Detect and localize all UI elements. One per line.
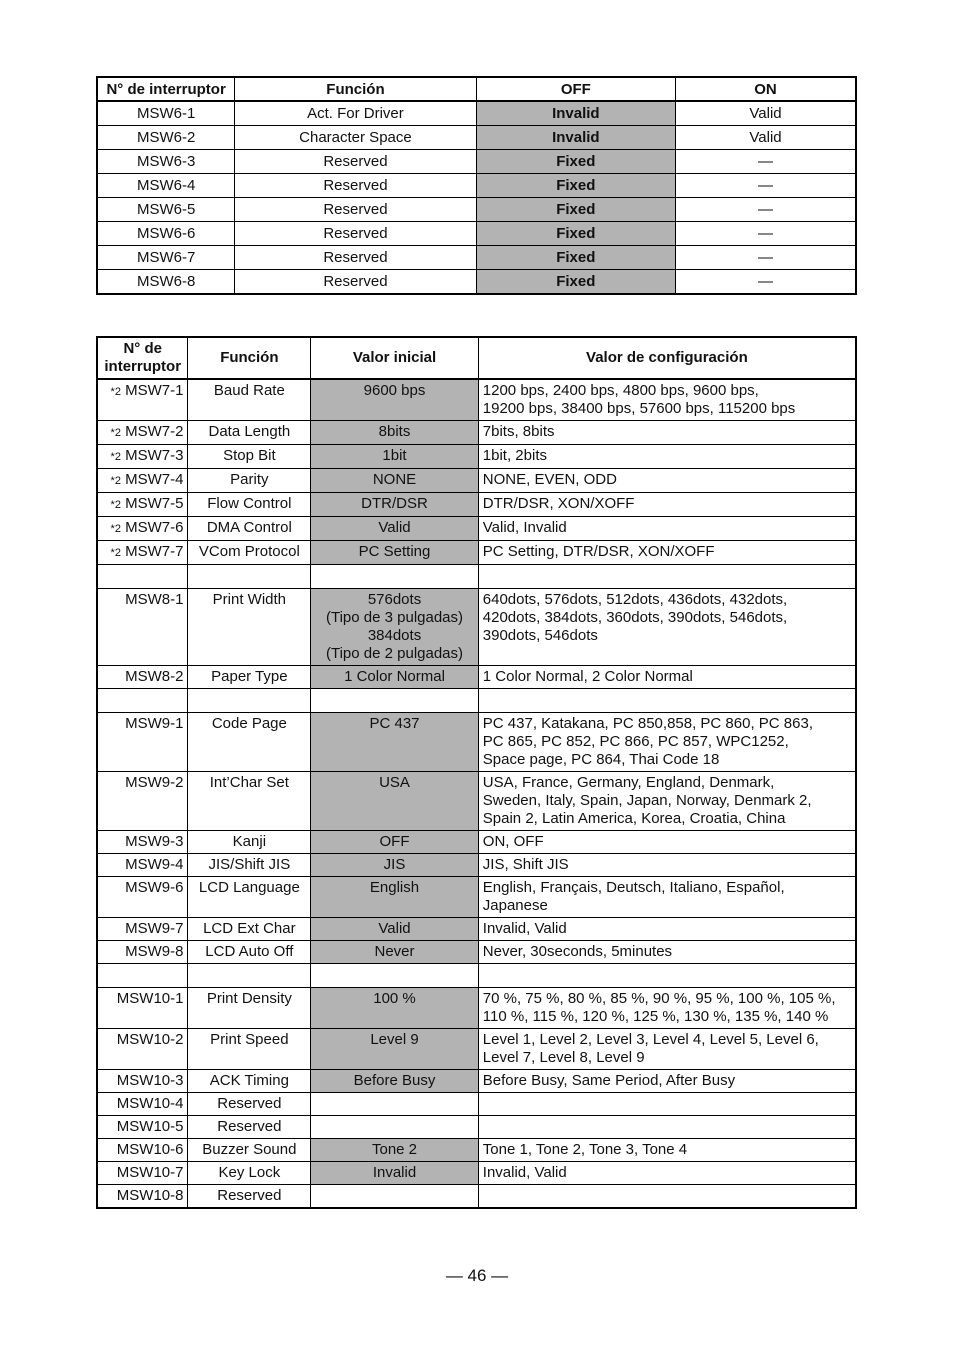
- page-number: — 46 —: [445, 1266, 509, 1285]
- configuration-value-cell: [478, 1116, 856, 1139]
- empty-cell: [188, 964, 311, 988]
- configuration-value-cell: PC Setting, DTR/DSR, XON/XOFF: [478, 541, 856, 565]
- switch-number: MSW9-8: [125, 943, 184, 960]
- table-row: [97, 126, 856, 150]
- off-value-cell: Fixed: [476, 198, 675, 222]
- switch-number-cell: [97, 589, 188, 666]
- switch-number-cell: MSW6-4: [97, 174, 235, 198]
- table-row: [97, 421, 856, 445]
- separator-row: [97, 964, 856, 988]
- function-cell: Print Speed: [188, 1029, 311, 1070]
- configuration-value-cell: Invalid, Valid: [478, 918, 856, 941]
- header-function: Función: [235, 77, 476, 101]
- switch-number: MSW7-1: [125, 382, 184, 399]
- switch-number-cell: [97, 918, 188, 941]
- separator-row: [97, 689, 856, 713]
- switch-number: MSW7-2: [125, 423, 184, 440]
- empty-cell: [97, 689, 188, 713]
- switch-number-cell: [97, 1116, 188, 1139]
- empty-cell: [311, 689, 479, 713]
- configuration-value-cell: USA, France, Germany, England, Denmark, Sweden, Italy, Spain, Japan, Norway, Denmark 2, Spain 2, Latin America, Korea, Croatia, China: [478, 772, 856, 831]
- initial-value-cell: Before Busy: [311, 1070, 479, 1093]
- footnote-mark: *2: [110, 451, 121, 463]
- switch-number: MSW7-3: [125, 447, 184, 464]
- footnote-mark: *2: [110, 427, 121, 439]
- function-cell: Reserved: [235, 198, 476, 222]
- off-value-cell: Invalid: [476, 101, 675, 126]
- footnote-mark: *2: [110, 523, 121, 535]
- initial-value-cell: 8bits: [311, 421, 479, 445]
- initial-value-cell: 1bit: [311, 445, 479, 469]
- switch-number-cell: MSW6-7: [97, 246, 235, 270]
- table-row: [97, 988, 856, 1029]
- switch-number-cell: [97, 941, 188, 964]
- table-row: [97, 517, 856, 541]
- table-header-row: [97, 77, 856, 101]
- switch-number-cell: [97, 1185, 188, 1209]
- on-value-cell: Valid: [676, 126, 856, 150]
- table-row: [97, 1029, 856, 1070]
- switch-number: MSW9-7: [125, 920, 184, 937]
- configuration-value-cell: 1bit, 2bits: [478, 445, 856, 469]
- table-row: [97, 541, 856, 565]
- on-value-cell: —: [676, 174, 856, 198]
- configuration-value-cell: 70 %, 75 %, 80 %, 85 %, 90 %, 95 %, 100 %, 105 %, 110 %, 115 %, 120 %, 125 %, 130 %, 135 %, 140 %: [478, 988, 856, 1029]
- function-cell: Int’Char Set: [188, 772, 311, 831]
- footnote-mark: *2: [110, 386, 121, 398]
- configuration-value-cell: Before Busy, Same Period, After Busy: [478, 1070, 856, 1093]
- empty-cell: [97, 964, 188, 988]
- initial-value-cell: 1 Color Normal: [311, 666, 479, 689]
- function-cell: Reserved: [235, 222, 476, 246]
- initial-value-cell: [311, 1116, 479, 1139]
- function-cell: Paper Type: [188, 666, 311, 689]
- switch-number-cell: [97, 379, 188, 421]
- function-cell: Parity: [188, 469, 311, 493]
- configuration-value-cell: Invalid, Valid: [478, 1162, 856, 1185]
- switch-number-cell: [97, 493, 188, 517]
- function-cell: Reserved: [188, 1116, 311, 1139]
- function-cell: Reserved: [235, 150, 476, 174]
- table-header-row: [97, 337, 856, 379]
- header-configuration-value: Valor de configuración: [478, 337, 856, 379]
- table-row: [97, 101, 856, 126]
- switch-number-cell: [97, 541, 188, 565]
- function-cell: Baud Rate: [188, 379, 311, 421]
- table-row: [97, 918, 856, 941]
- function-cell: DMA Control: [188, 517, 311, 541]
- switch-number-cell: [97, 854, 188, 877]
- table-row: [97, 1093, 856, 1116]
- initial-value-cell: OFF: [311, 831, 479, 854]
- off-value-cell: Fixed: [476, 222, 675, 246]
- initial-value-cell: PC 437: [311, 713, 479, 772]
- function-cell: Print Density: [188, 988, 311, 1029]
- function-cell: Key Lock: [188, 1162, 311, 1185]
- empty-cell: [188, 565, 311, 589]
- on-value-cell: —: [676, 246, 856, 270]
- switch-number: MSW9-2: [125, 774, 184, 791]
- footnote-mark: *2: [110, 547, 121, 559]
- switch-number: MSW9-1: [125, 715, 184, 732]
- table-row: [97, 150, 856, 174]
- configuration-value-cell: [478, 1185, 856, 1209]
- table-row: [97, 713, 856, 772]
- empty-cell: [188, 689, 311, 713]
- switch-number-cell: [97, 1139, 188, 1162]
- initial-value-cell: Never: [311, 941, 479, 964]
- initial-value-cell: USA: [311, 772, 479, 831]
- switch-number-cell: [97, 1029, 188, 1070]
- function-cell: LCD Auto Off: [188, 941, 311, 964]
- configuration-value-cell: 7bits, 8bits: [478, 421, 856, 445]
- initial-value-cell: Tone 2: [311, 1139, 479, 1162]
- function-cell: Reserved: [235, 174, 476, 198]
- empty-cell: [478, 689, 856, 713]
- empty-cell: [478, 565, 856, 589]
- function-cell: Reserved: [235, 246, 476, 270]
- function-cell: ACK Timing: [188, 1070, 311, 1093]
- function-cell: Flow Control: [188, 493, 311, 517]
- table-row: [97, 941, 856, 964]
- configuration-value-cell: NONE, EVEN, ODD: [478, 469, 856, 493]
- initial-value-cell: 9600 bps: [311, 379, 479, 421]
- switch-number-cell: [97, 666, 188, 689]
- table-row: [97, 854, 856, 877]
- function-cell: Stop Bit: [188, 445, 311, 469]
- switch-number: MSW9-4: [125, 856, 184, 873]
- switch-number-cell: [97, 1162, 188, 1185]
- switch-number-cell: [97, 517, 188, 541]
- table-row: [97, 1185, 856, 1209]
- configuration-value-cell: [478, 1093, 856, 1116]
- off-value-cell: Fixed: [476, 246, 675, 270]
- initial-value-cell: Valid: [311, 918, 479, 941]
- initial-value-cell: 100 %: [311, 988, 479, 1029]
- off-value-cell: Fixed: [476, 174, 675, 198]
- table-row: [97, 1070, 856, 1093]
- function-cell: Data Length: [188, 421, 311, 445]
- msw7-10-switch-table: [96, 336, 857, 1209]
- function-cell: Character Space: [235, 126, 476, 150]
- configuration-value-cell: Valid, Invalid: [478, 517, 856, 541]
- configuration-value-cell: DTR/DSR, XON/XOFF: [478, 493, 856, 517]
- initial-value-cell: NONE: [311, 469, 479, 493]
- header-switch-number: N° de interruptor: [97, 77, 235, 101]
- initial-value-cell: Level 9: [311, 1029, 479, 1070]
- initial-value-cell: DTR/DSR: [311, 493, 479, 517]
- table-row: [97, 222, 856, 246]
- table-row: [97, 445, 856, 469]
- header-initial-value: Valor inicial: [311, 337, 479, 379]
- footnote-mark: *2: [110, 475, 121, 487]
- initial-value-cell: [311, 1093, 479, 1116]
- table-row: [97, 379, 856, 421]
- table-row: [97, 589, 856, 666]
- header-function: Función: [188, 337, 311, 379]
- function-cell: Reserved: [188, 1185, 311, 1209]
- switch-number-cell: [97, 1070, 188, 1093]
- switch-number-cell: MSW6-2: [97, 126, 235, 150]
- switch-number-cell: [97, 421, 188, 445]
- empty-cell: [478, 964, 856, 988]
- empty-cell: [311, 964, 479, 988]
- switch-number-cell: MSW6-3: [97, 150, 235, 174]
- switch-number: MSW10-5: [116, 1118, 184, 1135]
- separator-row: [97, 565, 856, 589]
- initial-value-cell: [311, 1185, 479, 1209]
- footnote-mark: *2: [110, 499, 121, 511]
- table-row: [97, 174, 856, 198]
- off-value-cell: Fixed: [476, 270, 675, 295]
- switch-number-cell: MSW6-6: [97, 222, 235, 246]
- switch-number-cell: [97, 469, 188, 493]
- table-row: [97, 1139, 856, 1162]
- configuration-value-cell: ON, OFF: [478, 831, 856, 854]
- table-row: [97, 831, 856, 854]
- on-value-cell: Valid: [676, 101, 856, 126]
- table-row: [97, 493, 856, 517]
- function-cell: Act. For Driver: [235, 101, 476, 126]
- switch-number-cell: MSW6-1: [97, 101, 235, 126]
- empty-cell: [97, 565, 188, 589]
- switch-number: MSW8-1: [125, 591, 184, 608]
- configuration-value-cell: 1 Color Normal, 2 Color Normal: [478, 666, 856, 689]
- configuration-value-cell: 640dots, 576dots, 512dots, 436dots, 432dots, 420dots, 384dots, 360dots, 390dots, 546dots, 390dots, 546dots: [478, 589, 856, 666]
- table-row: [97, 1162, 856, 1185]
- switch-number-cell: [97, 988, 188, 1029]
- configuration-value-cell: Level 1, Level 2, Level 3, Level 4, Level 5, Level 6, Level 7, Level 8, Level 9: [478, 1029, 856, 1070]
- off-value-cell: Fixed: [476, 150, 675, 174]
- off-value-cell: Invalid: [476, 126, 675, 150]
- initial-value-cell: Valid: [311, 517, 479, 541]
- switch-number-cell: MSW6-8: [97, 270, 235, 295]
- function-cell: LCD Language: [188, 877, 311, 918]
- header-switch-number: N° de interruptor: [97, 337, 188, 379]
- configuration-value-cell: Never, 30seconds, 5minutes: [478, 941, 856, 964]
- initial-value-cell: 576dots (Tipo de 3 pulgadas) 384dots (Tipo de 2 pulgadas): [311, 589, 479, 666]
- switch-number: MSW9-6: [125, 879, 184, 896]
- function-cell: Print Width: [188, 589, 311, 666]
- switch-number-cell: [97, 713, 188, 772]
- empty-cell: [311, 565, 479, 589]
- switch-number: MSW10-4: [116, 1095, 184, 1112]
- configuration-value-cell: 1200 bps, 2400 bps, 4800 bps, 9600 bps, 19200 bps, 38400 bps, 57600 bps, 115200 bps: [478, 379, 856, 421]
- function-cell: LCD Ext Char: [188, 918, 311, 941]
- on-value-cell: —: [676, 222, 856, 246]
- table-row: [97, 1116, 856, 1139]
- initial-value-cell: English: [311, 877, 479, 918]
- configuration-value-cell: PC 437, Katakana, PC 850,858, PC 860, PC 863, PC 865, PC 852, PC 866, PC 857, WPC1252, Space page, PC 864, Thai Code 18: [478, 713, 856, 772]
- switch-number: MSW7-7: [125, 543, 184, 560]
- table-row: [97, 246, 856, 270]
- configuration-value-cell: English, Français, Deutsch, Italiano, Español, Japanese: [478, 877, 856, 918]
- initial-value-cell: Invalid: [311, 1162, 479, 1185]
- function-cell: Code Page: [188, 713, 311, 772]
- table-row: [97, 877, 856, 918]
- function-cell: Reserved: [235, 270, 476, 295]
- switch-number: MSW8-2: [125, 668, 184, 685]
- function-cell: JIS/Shift JIS: [188, 854, 311, 877]
- header-on: ON: [676, 77, 856, 101]
- msw7-10-table-body: [97, 379, 856, 1208]
- switch-number-cell: [97, 877, 188, 918]
- switch-number-cell: [97, 445, 188, 469]
- msw6-switch-table: [96, 76, 857, 295]
- on-value-cell: —: [676, 270, 856, 295]
- switch-number: MSW10-2: [116, 1031, 184, 1048]
- switch-number-cell: MSW6-5: [97, 198, 235, 222]
- switch-number-cell: [97, 1093, 188, 1116]
- switch-number: MSW10-3: [116, 1072, 184, 1089]
- configuration-value-cell: JIS, Shift JIS: [478, 854, 856, 877]
- table-row: [97, 270, 856, 295]
- initial-value-cell: JIS: [311, 854, 479, 877]
- function-cell: Buzzer Sound: [188, 1139, 311, 1162]
- table-row: [97, 666, 856, 689]
- switch-number: MSW9-3: [125, 833, 184, 850]
- msw6-table-body: [97, 101, 856, 294]
- function-cell: VCom Protocol: [188, 541, 311, 565]
- switch-number: MSW7-5: [125, 495, 184, 512]
- switch-number: MSW10-1: [116, 990, 184, 1007]
- table-row: [97, 198, 856, 222]
- initial-value-cell: PC Setting: [311, 541, 479, 565]
- switch-number: MSW10-6: [116, 1141, 184, 1158]
- configuration-value-cell: Tone 1, Tone 2, Tone 3, Tone 4: [478, 1139, 856, 1162]
- switch-number-cell: [97, 772, 188, 831]
- table-row: [97, 469, 856, 493]
- on-value-cell: —: [676, 150, 856, 174]
- function-cell: Reserved: [188, 1093, 311, 1116]
- table-row: [97, 772, 856, 831]
- switch-number: MSW7-4: [125, 471, 184, 488]
- on-value-cell: —: [676, 198, 856, 222]
- switch-number: MSW7-6: [125, 519, 184, 536]
- function-cell: Kanji: [188, 831, 311, 854]
- switch-number-cell: [97, 831, 188, 854]
- header-off: OFF: [476, 77, 675, 101]
- switch-number: MSW10-7: [116, 1164, 184, 1181]
- switch-number: MSW10-8: [116, 1187, 184, 1204]
